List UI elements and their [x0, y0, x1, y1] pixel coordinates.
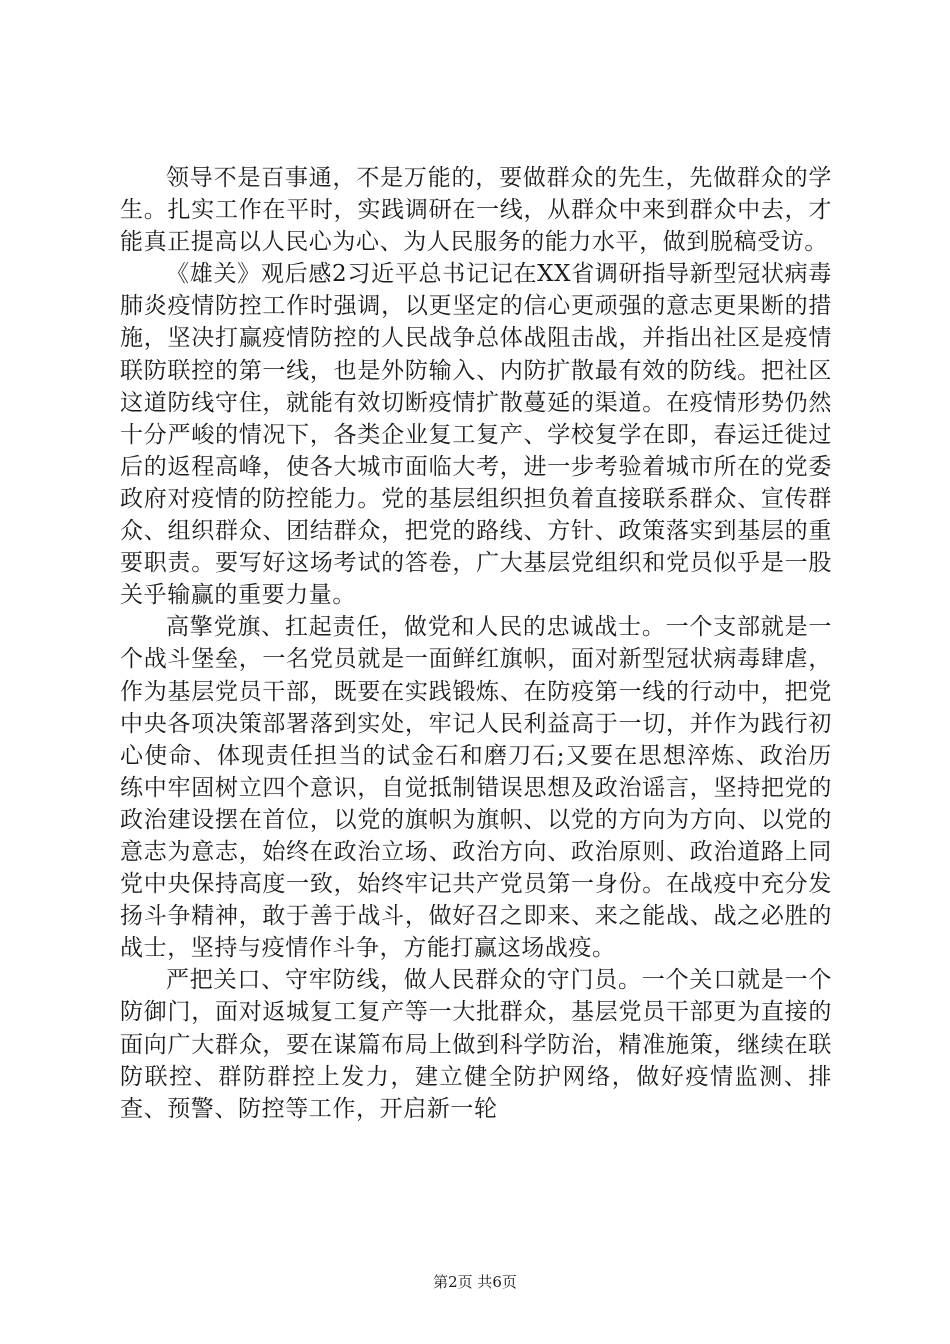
paragraph-2: 《雄关》观后感2习近平总书记记在XX省调研指导新型冠状病毒肺炎疫情防控工作时强调，以更坚定的信心更顽强的意志更果断的措施，坚决打赢疫情防控的人民战争总体战阻击战，并指出社区是疫情联防联控的第一线，也是外防输入、内防扩散最有效的防线。把社区这道防线守住，就能有效切断疫情扩散蔓延的渠道。在疫情形势仍然十分严峻的情况下，各类企业复工复产、学校复学在即，春运迁徙过后的返程高峰，使各大城市面临大考，进一步考验着城市所在的党委政府对疫情的防控能力。党的基层组织担负着直接联系群众、宣传群众、组织群众、团结群众，把党的路线、方针、政策落实到基层的重要职责。要写好这场考试的答卷，广大基层党组织和党员似乎是一股关乎输赢的重要力量。	[120, 261, 832, 609]
paragraph-4: 严把关口、守牢防线，做人民群众的守门员。一个关口就是一个防御门，面对返城复工复产等一大批群众，基层党员干部更为直接的面向广大群众，要在谋篇布局上做到科学防治，精准施策，继续在联防联控、群防群控上发力，建立健全防护网络，做好疫情监测、排查、预警、防控等工作，开启新一轮	[120, 967, 832, 1122]
page-footer	[0, 1272, 950, 1292]
paragraph-1: 领导不是百事通，不是万能的，要做群众的先生，先做群众的学生。扎实工作在平时，实践调研在一线，从群众中来到群众中去，才能真正提高以人民心为心、为人民服务的能力水平，做到脱稿受访。	[120, 165, 832, 256]
page-number-label: 第2页 共6页	[433, 1273, 517, 1291]
document-body	[120, 162, 832, 1125]
paragraph-3: 高擎党旗、扛起责任，做党和人民的忠诚战士。一个支部就是一个战斗堡垒，一名党员就是一面鲜红旗帜，面对新型冠状病毒肆虐，作为基层党员干部，既要在实践锻炼、在防疫第一线的行动中，把党中央各项决策部署落到实处，牢记人民利益高于一切，并作为践行初心使命、体现责任担当的试金石和磨刀石;又要在思想淬炼、政治历练中牢固树立四个意识，自觉抵制错误思想及政治谣言，坚持把党的政治建设摆在首位，以党的旗帜为旗帜、以党的方向为方向、以党的意志为意志，始终在政治立场、政治方向、政治原则、政治道路上同党中央保持高度一致，始终牢记共产党员第一身份。在战疫中充分发扬斗争精神，敢于善于战斗，做好召之即来、来之能战、战之必胜的战士，坚持与疫情作斗争，方能打赢这场战疫。	[120, 614, 832, 962]
